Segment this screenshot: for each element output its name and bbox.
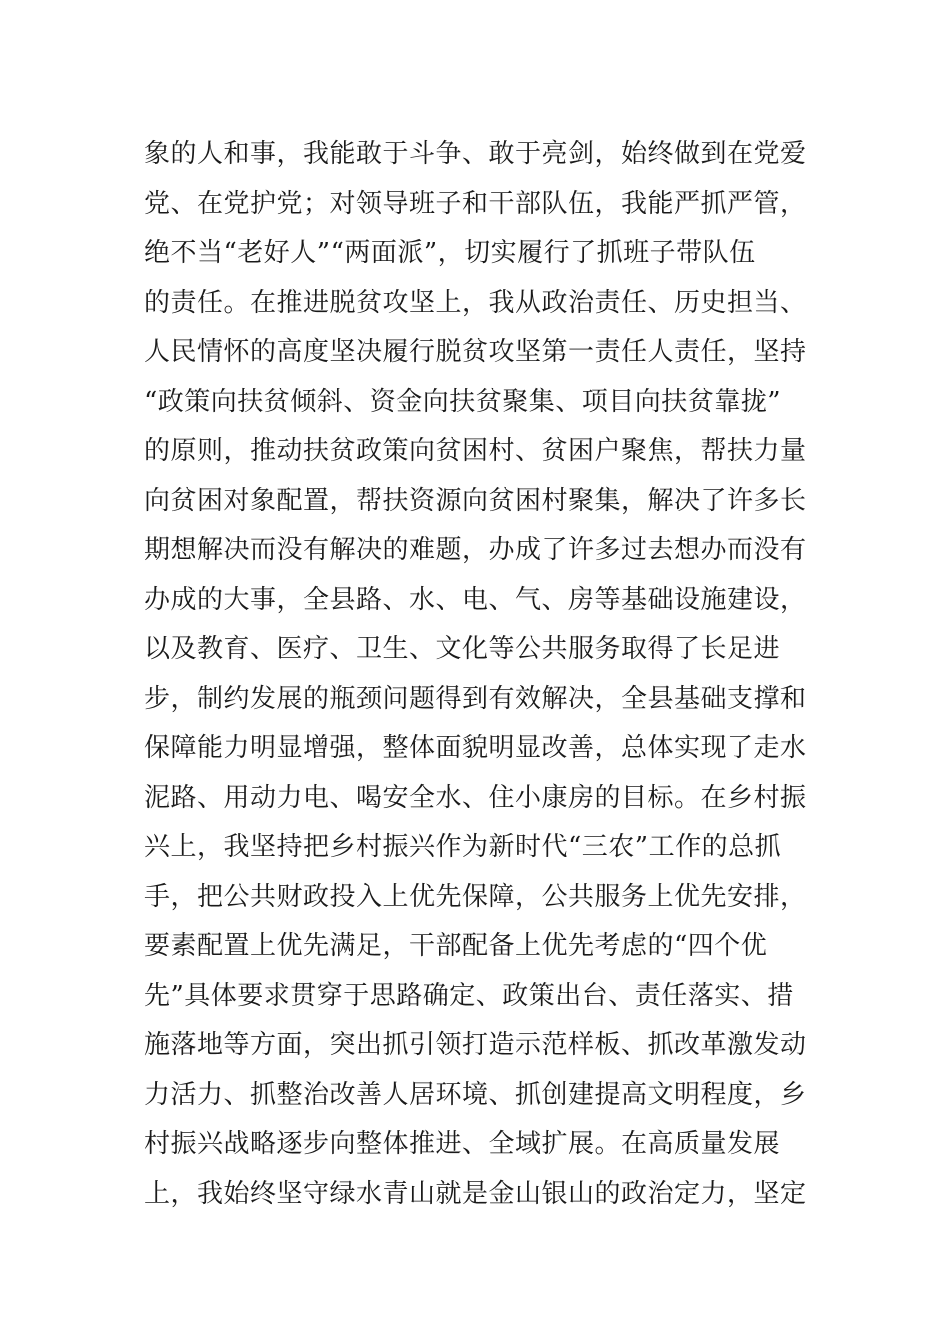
text-line: 施落地等方面，突出抓引领打造示范样板、抓改革激发动 [144,1030,807,1060]
text-line: 先”具体要求贯穿于思路确定、政策出台、责任落实、措 [144,980,794,1011]
text-line: 以及教育、医疗、卫生、文化等公共服务取得了长足进 [144,634,781,664]
text-line: 兴上，我坚持把乡村振兴作为新时代“三农”工作的总抓 [144,832,782,862]
text-line: 的原则，推动扶贫政策向贫困村、贫困户聚焦，帮扶力量 [144,436,807,466]
text-line: 绝不当“老好人”“两面派”，切实履行了抓班子带队伍 [144,238,756,268]
text-line: 力活力、抓整治改善人居环境、抓创建提高文明程度，乡 [144,1079,807,1110]
text-line: 村振兴战略逐步向整体推进、全域扩展。在高质量发展 [144,1129,781,1159]
text-line: 步，制约发展的瓶颈问题得到有效解决，全县基础支撑和 [144,683,807,714]
text-line: 上，我始终坚守绿水青山就是金山银山的政治定力，坚定 [144,1178,807,1209]
text-line: 期想解决而没有解决的难题，办成了许多过去想办而没有 [144,535,807,565]
text-line: 手，把公共财政投入上优先保障，公共服务上优先安排， [144,881,807,912]
text-line: “政策向扶贫倾斜、资金向扶贫聚集、项目向扶贫靠拢” [144,386,782,417]
text-line: 办成的大事，全县路、水、电、气、房等基础设施建设， [144,584,807,615]
text-line: 泥路、用动力电、喝安全水、住小康房的目标。在乡村振 [144,782,807,813]
text-line: 的责任。在推进脱贫攻坚上，我从政治责任、历史担当、 [144,287,807,318]
text-line: 象的人和事，我能敢于斗争、敢于亮剑，始终做到在党爱 [144,139,807,169]
text-line: 向贫困对象配置，帮扶资源向贫困村聚集，解决了许多长 [144,485,807,516]
text-line: 保障能力明显增强，整体面貌明显改善，总体实现了走水 [144,733,807,763]
body-text [144,130,814,1219]
text-line: 党、在党护党；对领导班子和干部队伍，我能严抓严管， [144,188,807,219]
text-line: 人民情怀的高度坚决履行脱贫攻坚第一责任人责任，坚持 [144,337,807,367]
text-line: 要素配置上优先满足，干部配备上优先考虑的“四个优 [144,931,768,961]
